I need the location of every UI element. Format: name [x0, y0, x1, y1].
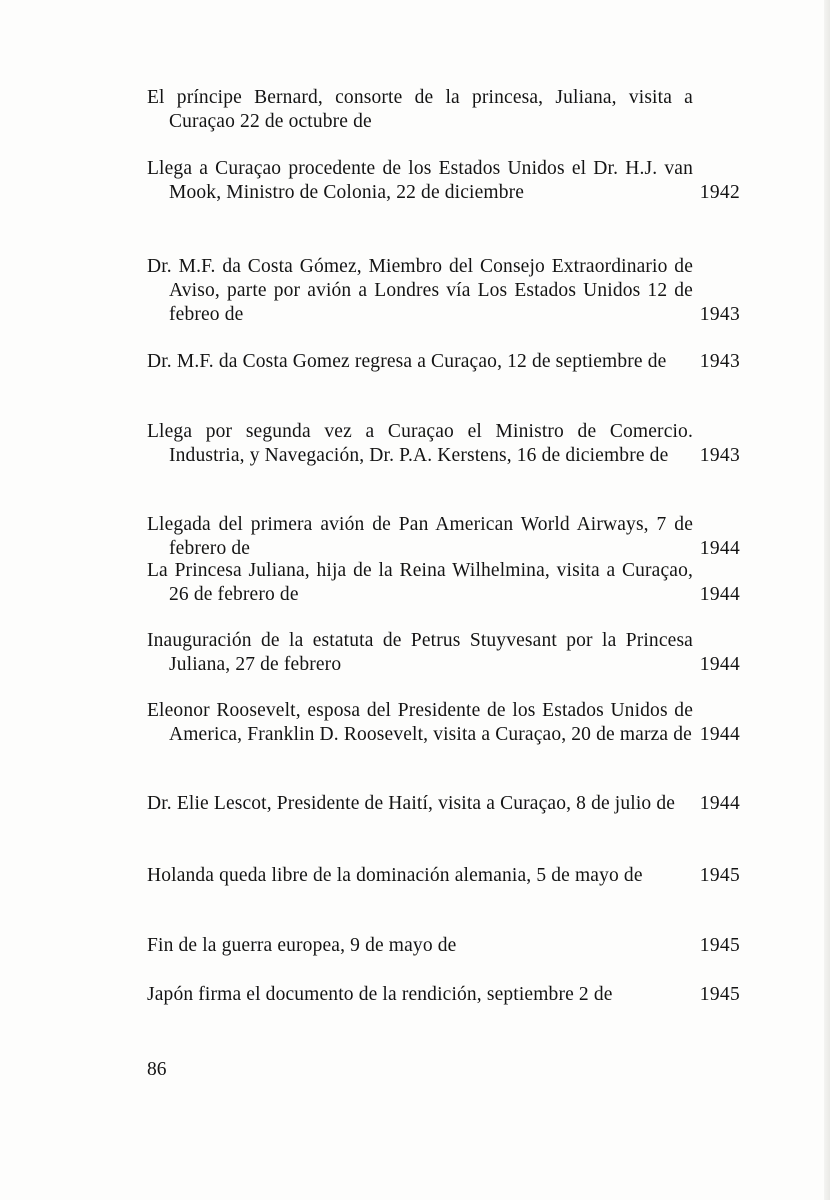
entry-text: Llegada del primera avión de Pan American World Airways, 7 de febrero de: [147, 514, 693, 559]
chronology-entry: [147, 513, 740, 561]
entry-year: 1945: [699, 865, 740, 886]
entry-text: Dr. Elie Lescot, Presidente de Haití, visita a Curaçao, 8 de julio de: [147, 793, 676, 814]
entry-year: 1945: [699, 935, 740, 956]
chronology-entry: [147, 934, 740, 958]
entry-text: Inauguración de la estatuta de Petrus Stuyvesant por la Princesa Juliana, 27 de febrero: [147, 630, 693, 675]
chronology-entry: [147, 350, 740, 374]
entry-year: 1944: [699, 538, 740, 559]
chronology-entry: [147, 864, 740, 888]
entry-text: Llega por segunda vez a Curaçao el Ministro de Comercio. Industria, y Navegación, Dr. P.A. Kerstens, 16 de diciembre de: [147, 421, 693, 466]
entry-year: 1942: [699, 182, 740, 203]
entry-text: La Princesa Juliana, hija de la Reina Wilhelmina, visita a Curaçao, 26 de febrero de: [147, 560, 693, 605]
chronology-entry: [147, 420, 740, 468]
entry-year: 1945: [699, 984, 740, 1005]
entry-text: Dr. M.F. da Costa Gómez, Miembro del Consejo Extraordinario de Aviso, parte por avión a Londres vía Los Estados Unidos 12 de febreo de: [147, 256, 693, 325]
chronology-entry: [147, 629, 740, 677]
entry-year: 1944: [699, 793, 740, 814]
chronology-entry: [147, 983, 740, 1007]
chronology-entry: [147, 255, 740, 327]
entry-text: Dr. M.F. da Costa Gomez regresa a Curaçao, 12 de septiembre de: [147, 351, 667, 372]
chronology-entry: [147, 699, 740, 747]
entry-text: Eleonor Roosevelt, esposa del Presidente de los Estados Unidos de America, Franklin D. Roosevelt, visita a Curaçao, 20 de marza de: [147, 700, 693, 745]
entry-text: Llega a Curaçao procedente de los Estados Unidos el Dr. H.J. van Mook, Ministro de Colonia, 22 de diciembre: [147, 158, 693, 203]
entry-text: El príncipe Bernard, consorte de la princesa, Juliana, visita a Curaçao 22 de octubre de: [147, 87, 693, 132]
chronology-entry: [147, 157, 740, 205]
page-number: 86: [147, 1059, 167, 1080]
entry-text: Fin de la guerra europea, 9 de mayo de: [147, 935, 457, 956]
entry-text: Japón firma el documento de la rendición, septiembre 2 de: [147, 984, 613, 1005]
chronology-entry: [147, 792, 740, 816]
chronology-entry: [147, 559, 740, 607]
page-edge-shadow: [824, 0, 830, 1200]
entry-year: 1943: [699, 304, 740, 325]
entry-year: 1943: [699, 351, 740, 372]
chronology-entry: [147, 86, 740, 134]
entry-year: 1944: [699, 584, 740, 605]
entry-text: Holanda queda libre de la dominación alemania, 5 de mayo de: [147, 865, 643, 886]
entry-year: 1944: [699, 724, 740, 745]
entry-year: 1943: [699, 445, 740, 466]
entry-year: 1944: [699, 654, 740, 675]
